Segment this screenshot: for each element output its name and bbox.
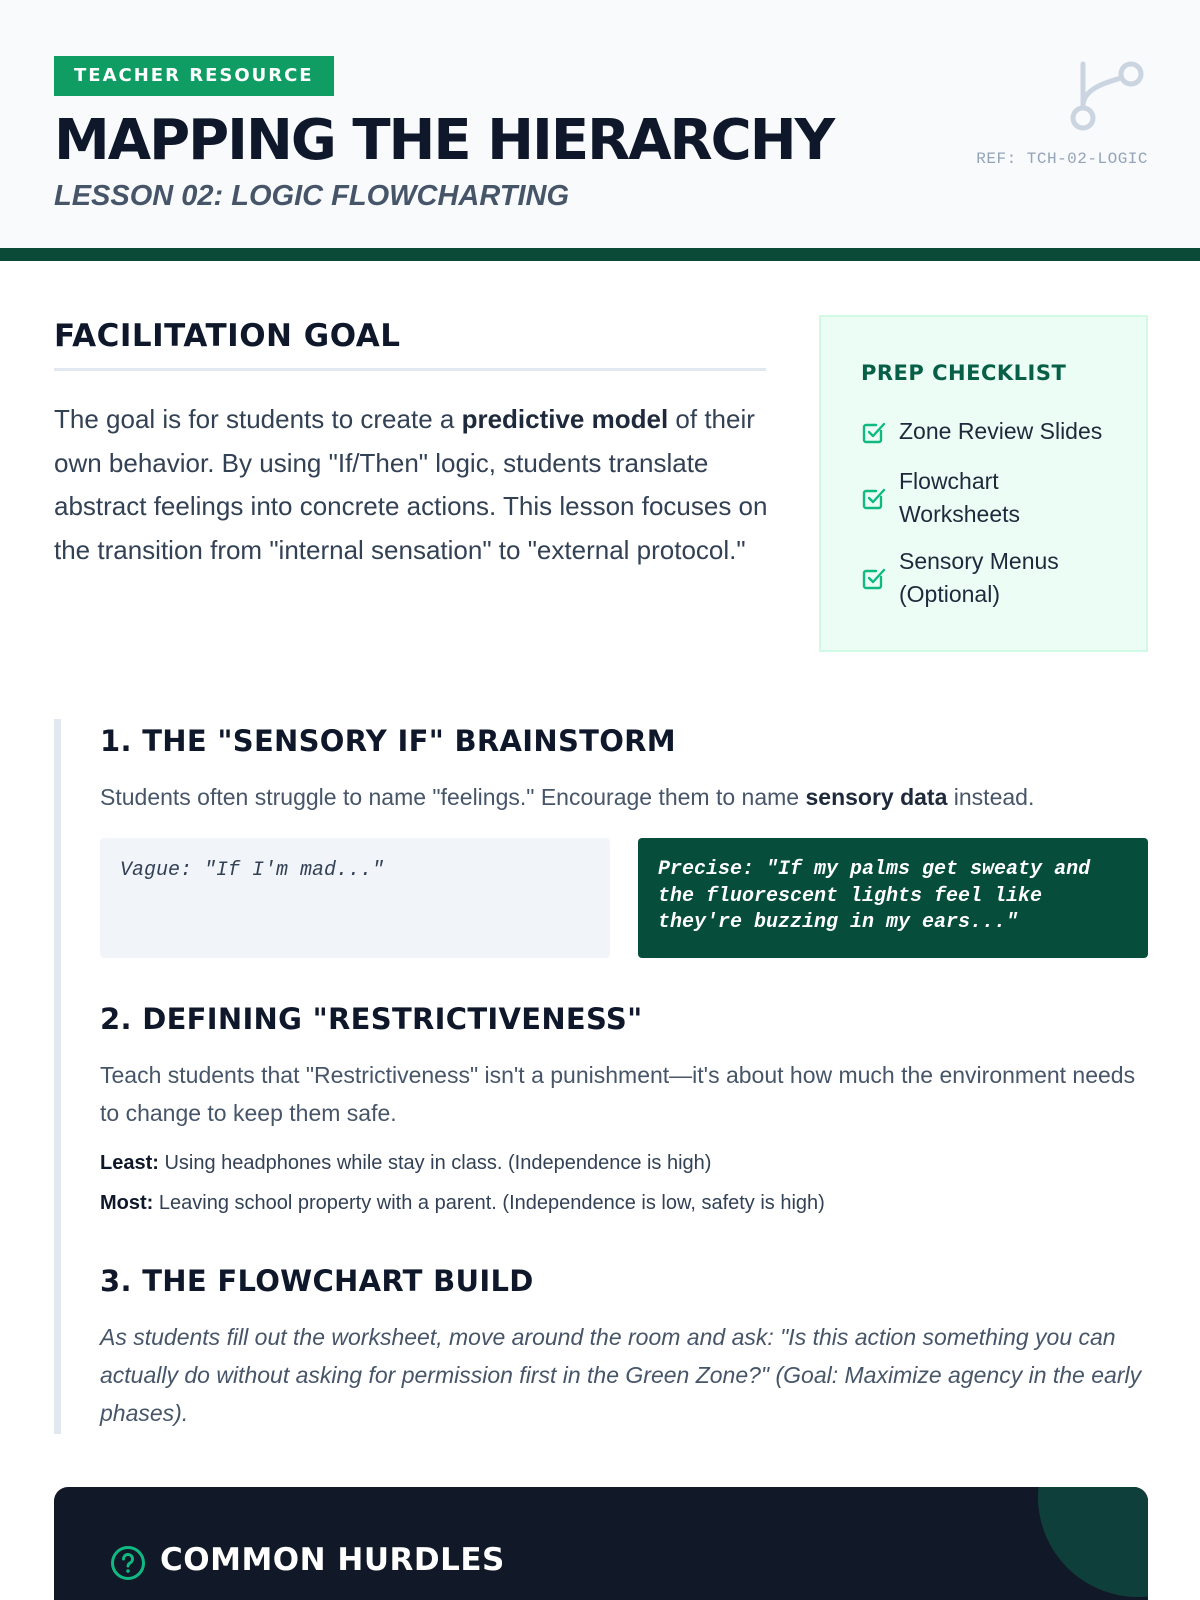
checklist-item-line: Worksheets [899,501,1021,527]
page-subtitle: LESSON 02: LOGIC FLOWCHARTING [54,180,570,212]
goal-text-part: of their own behavior. By using "If/Then" logic, students translate abstract feelings into concrete actions. This lesson focuses on the transition from "internal sensation" to "external protocol." [54,404,768,565]
checkbox-icon[interactable] [861,485,887,511]
section-3-text: As students fill out the worksheet, move around the room and ask: "Is this action something you can actually do without asking for permission first in the Green Zone?" (Goal: Maximize agency in the early phases). [100,1324,1142,1426]
checklist-item-label [899,545,1059,611]
checkbox-icon[interactable] [861,565,887,591]
checklist-item[interactable] [861,545,1059,611]
teacher-resource-badge: TEACHER RESOURCE [54,56,334,96]
goal-text-bold: predictive model [461,404,669,434]
section-2-heading: 2. DEFINING "RESTRICTIVENESS" [100,1002,643,1036]
section-2-text: Teach students that "Restrictiveness" isn't a punishment—it's about how much the environment needs to change to keep them safe. [100,1062,1136,1126]
decorative-circle [1038,1487,1148,1597]
precise-example-box: Precise: "If my palms get sweaty and the fluorescent lights feel like they're buzzing in my ears..." [638,838,1148,958]
most-text: Leaving school property with a parent. (Independence is low, safety is high) [153,1192,825,1214]
checklist-title: PREP CHECKLIST [861,361,1067,385]
checklist-item[interactable] [861,415,1102,448]
header [0,0,1200,248]
header-divider [0,248,1200,261]
most-label: Most: [100,1192,154,1214]
checklist-item[interactable] [861,465,1020,531]
checklist-item-label: Zone Review Slides [899,418,1103,444]
checklist-item-line: Sensory Menus [899,548,1059,574]
facilitation-goal-text [54,398,774,572]
section-1-text [100,778,1150,816]
section-1-text-part: instead. [947,784,1035,810]
section-1-text-bold: sensory data [805,784,948,810]
branch-icon [1068,56,1146,132]
reference-code: REF: TCH-02-LOGIC [976,150,1148,168]
least-text: Using headphones while stay in class. (Independence is high) [158,1152,712,1174]
least-restrictive-line [100,1152,711,1175]
checklist-item-line: Flowchart [899,468,999,494]
goal-divider [54,368,766,371]
page-title: MAPPING THE HIERARCHY [54,108,834,173]
common-hurdles-title: COMMON HURDLES [160,1542,505,1578]
prep-checklist [819,315,1148,652]
least-label: Least: [100,1152,159,1174]
checklist-item-label [899,465,1020,531]
sections-accent-bar [54,719,61,1434]
section-1-text-part: Students often struggle to name "feelings." Encourage them to name [100,784,806,810]
section-3-heading: 3. THE FLOWCHART BUILD [100,1264,534,1298]
checkbox-icon[interactable] [861,419,887,445]
section-1-heading: 1. THE "SENSORY IF" BRAINSTORM [100,724,676,758]
common-hurdles-panel [54,1487,1148,1600]
facilitation-goal-heading: FACILITATION GOAL [54,318,401,354]
goal-text-part: The goal is for students to create a [54,404,462,434]
checklist-item-line: (Optional) [899,581,1000,607]
vague-example-box: Vague: "If I'm mad..." [100,838,610,958]
question-circle-icon [110,1545,146,1581]
most-restrictive-line [100,1192,825,1215]
